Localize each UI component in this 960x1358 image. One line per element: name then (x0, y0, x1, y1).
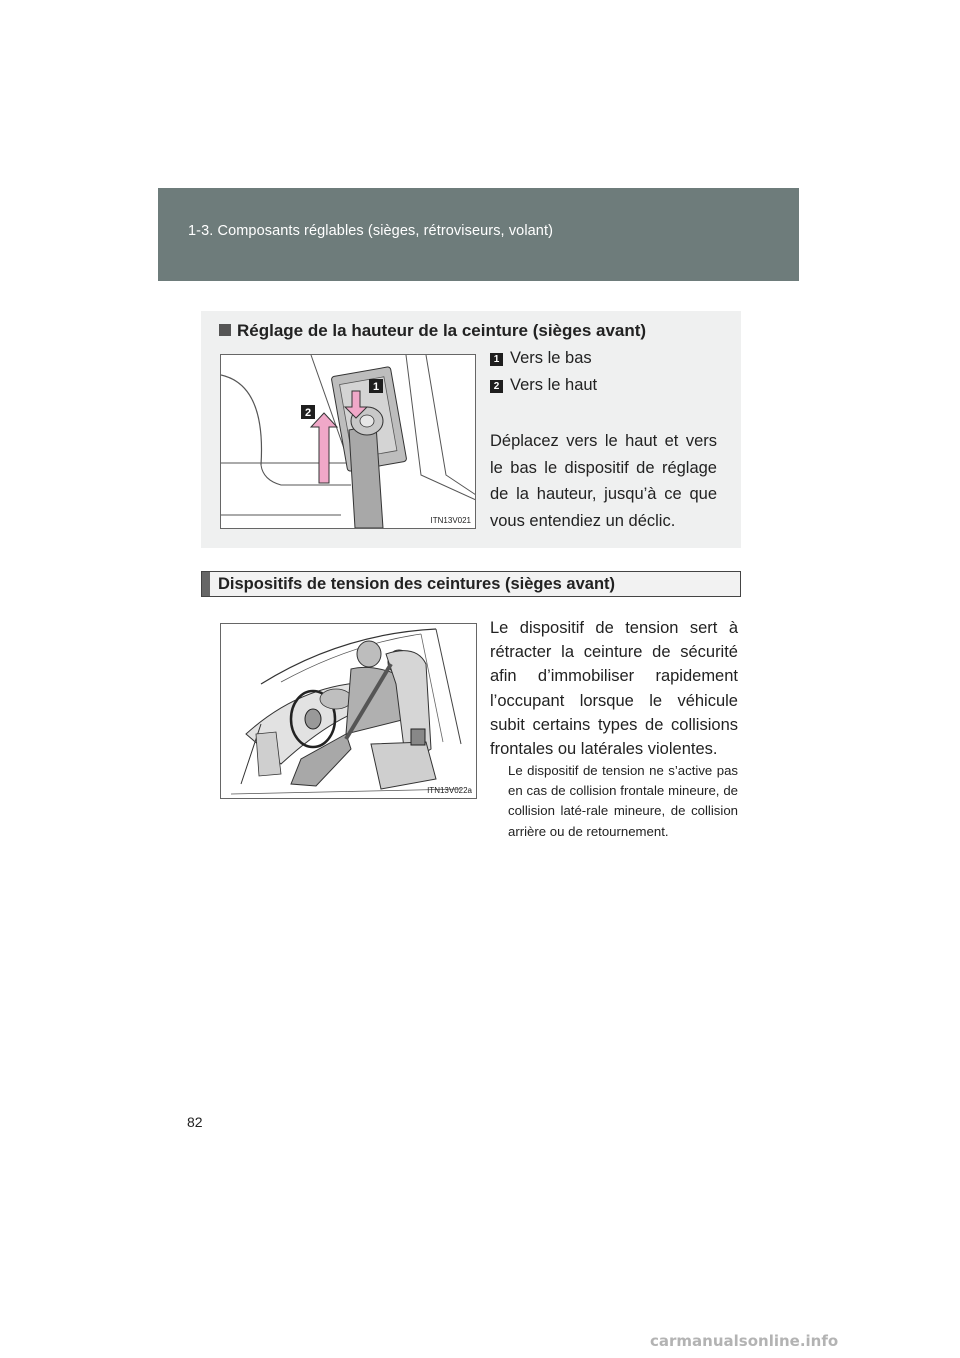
figure-code: ITN13V022a (427, 786, 472, 795)
chapter-header (158, 188, 799, 281)
page-number: 82 (187, 1114, 203, 1130)
bullet-square-icon (219, 324, 231, 336)
heading-tab-marker (202, 572, 210, 596)
car-interior-drawing (221, 624, 476, 798)
chapter-title: 1-3. Composants réglables (sièges, rétroviseurs, volant) (188, 223, 554, 239)
step-number-1-icon: 1 (490, 353, 503, 366)
step-down: 1 Vers le bas (490, 349, 592, 368)
step-number-2-icon: 2 (490, 380, 503, 393)
height-adjust-description: Déplacez vers le haut et vers le bas le dispositif de réglage de la hauteur, jusqu’à ce que vous entendiez un déclic. (490, 432, 717, 530)
callout-1-label: 1 (372, 381, 380, 393)
step-up: 2 Vers le haut (490, 376, 597, 395)
height-adjust-box (201, 311, 741, 548)
pretensioner-heading (201, 571, 741, 597)
height-adjust-title: Réglage de la hauteur de la ceinture (sièges avant) (219, 321, 646, 341)
figure-code: ITN13V021 (430, 516, 471, 525)
pretensioner-paragraph: Le dispositif de tension sert à rétracter la ceinture de sécurité afin d’immobiliser rapidement l’occupant lorsque le véhicule subit certains types de collisions frontales ou latérales violentes. (490, 619, 738, 759)
belt-height-illustration (220, 354, 476, 529)
pretensioner-title: Dispositifs de tension des ceintures (sièges avant) (218, 575, 616, 593)
watermark: carmanualsonline.info (650, 1332, 839, 1350)
callout-2-label: 2 (304, 407, 312, 419)
belt-height-drawing (221, 355, 475, 528)
pretensioner-illustration (220, 623, 477, 799)
pretensioner-note: Le dispositif de tension ne s’active pas en cas de collision frontale mineure, de collision laté-rale mineure, de collision arrière ou de retournement. (508, 763, 738, 839)
